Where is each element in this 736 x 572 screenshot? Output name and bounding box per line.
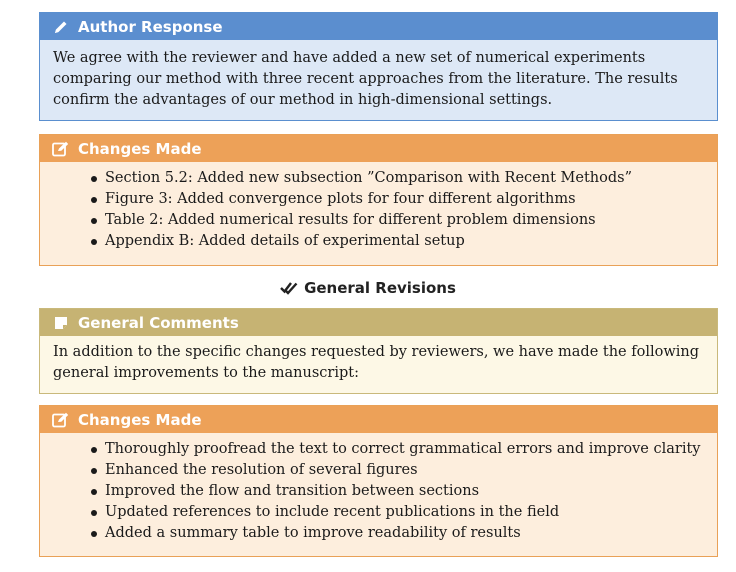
list-item: Updated references to include recent publications in the field [105,502,704,523]
pencil-icon [52,18,70,36]
list-item: Thoroughly proofread the text to correct grammatical errors and improve clarity [105,439,704,460]
changes-list-1 [53,168,704,252]
edit-icon [52,140,70,158]
author-response-title: Author Response [78,17,223,36]
edit-icon [52,411,70,429]
author-response-header [40,13,717,40]
changes-made-box-1 [39,134,718,266]
list-item: Added a summary table to improve readability of results [105,523,704,544]
general-comments-text: In addition to the specific changes requested by reviewers, we have made the following general improvements to the manuscript: [53,344,700,381]
sticky-note-icon [52,314,70,332]
general-comments-header [40,309,717,336]
general-revisions-heading [0,279,736,300]
changes-made-header-1 [40,135,717,162]
list-item: Appendix B: Added details of experimental setup [105,231,704,252]
double-check-icon [280,281,298,300]
changes-made-title-2: Changes Made [78,410,202,429]
general-comments-title: General Comments [78,313,239,332]
changes-made-header-2 [40,406,717,433]
changes-made-body-1 [40,162,717,258]
author-response-text: We agree with the reviewer and have added a new set of numerical experiments comparing our method with three recent approaches from the literature. The results confirm the advantages of our method in high-dimensional settings. [53,50,678,108]
list-item: Improved the flow and transition between sections [105,481,704,502]
general-revisions-title: General Revisions [304,279,456,297]
changes-made-box-2 [39,405,718,557]
list-item: Section 5.2: Added new subsection ”Comparison with Recent Methods” [105,168,704,189]
author-response-box [39,12,718,121]
general-comments-box [39,308,718,394]
changes-list-2 [53,439,704,544]
list-item: Figure 3: Added convergence plots for four different algorithms [105,189,704,210]
list-item: Table 2: Added numerical results for different problem dimensions [105,210,704,231]
list-item: Enhanced the resolution of several figures [105,460,704,481]
changes-made-title-1: Changes Made [78,139,202,158]
changes-made-body-2 [40,433,717,550]
